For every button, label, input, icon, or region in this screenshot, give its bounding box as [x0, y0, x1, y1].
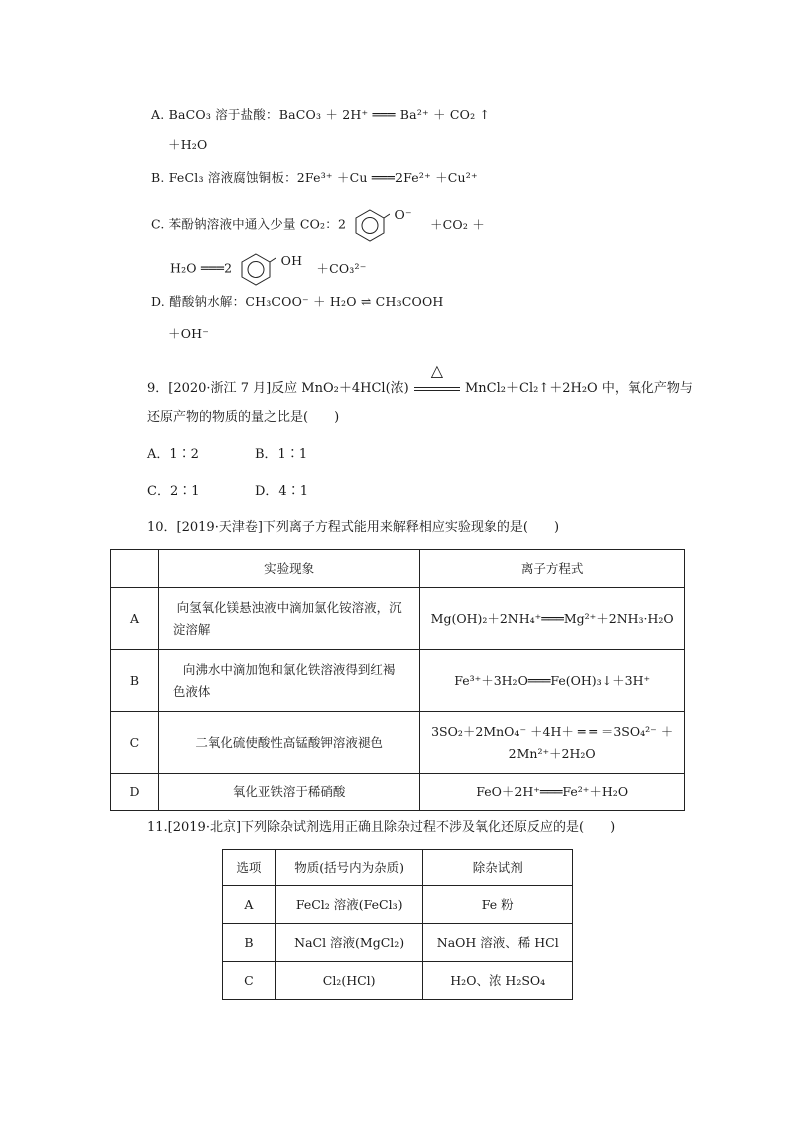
phenomenon-line: 向氢氧化镁悬浊液中滴加氯化铵溶液，沉	[176, 599, 402, 615]
phenomenon-cell	[158, 774, 419, 811]
q10-header-phenomenon: 实验现象	[158, 550, 419, 588]
q10-table-header-row	[111, 550, 685, 588]
phenomenon-line: 色液体	[172, 683, 211, 699]
equation-cell	[420, 712, 685, 774]
phenomenon-line: 氧化亚铁溶于稀硝酸	[232, 784, 346, 799]
q8-option-c-suffix: ＋CO₂ ＋	[429, 216, 485, 232]
equation-line: Fe³⁺＋3H₂O═══Fe(OH)₃↓＋3H⁺	[454, 672, 651, 688]
table-row	[223, 886, 573, 924]
q11-table	[222, 849, 573, 1000]
row-label: C	[223, 962, 276, 1000]
row-label: B	[223, 924, 276, 962]
table-row	[111, 774, 685, 811]
q11-header-option: 选项	[223, 850, 276, 886]
phenomenon-cell	[158, 712, 419, 774]
row-label: D	[111, 774, 159, 811]
q8-option-c-prefix: C. 苯酚钠溶液中通入少量 CO₂：2	[151, 216, 347, 232]
phenomenon-line: 二氧化硫使酸性高锰酸钾溶液褪色	[195, 734, 383, 750]
substance-cell: FeCl₂ 溶液(FeCl₃)	[275, 886, 423, 924]
row-label: C	[111, 712, 159, 774]
q8-option-c-phenoxide-group: O⁻	[394, 206, 412, 222]
reagent-cell: NaOH 溶液、稀 HCl	[423, 924, 573, 962]
equation-cell	[420, 650, 685, 712]
q8-option-b: B. FeCl₃ 溶液腐蚀铜板：2Fe³⁺ ＋Cu ═══2Fe²⁺ ＋Cu²⁺	[151, 170, 478, 185]
table-row	[223, 962, 573, 1000]
q10-table	[110, 549, 685, 811]
q9-option-d: D．4∶1	[255, 484, 308, 499]
q8-option-a-line1: A. BaCO₃ 溶于盐酸：BaCO₃ ＋ 2H⁺ ═══ Ba²⁺ ＋ CO₂ ↑	[151, 107, 491, 122]
row-label: A	[111, 588, 159, 650]
benzene-ring-icon	[350, 208, 390, 242]
q8-option-c2-phenol-group: OH	[280, 252, 303, 268]
phenomenon-cell	[158, 650, 419, 712]
q10-header-equation: 离子方程式	[420, 550, 685, 588]
q9-stem-line2: 还原产物的物质的量之比是( )	[147, 410, 340, 425]
q8-option-c-line1	[151, 208, 485, 242]
q9-stem-line1	[147, 361, 693, 396]
equation-cell	[420, 774, 685, 811]
q9-stem-part1: 9．[2020·浙江 7 月]反应 MnO₂＋4HCl(浓)	[147, 381, 409, 396]
q8-option-d-line1: D. 醋酸钠水解：CH₃COO⁻ ＋ H₂O ⇌ CH₃COOH	[151, 294, 444, 309]
substance-cell: Cl₂(HCl)	[275, 962, 423, 1000]
q9-heat-condition: △	[430, 361, 444, 380]
q11-header-reagent: 除杂试剂	[423, 850, 573, 886]
equation-line: Mg(OH)₂＋2NH₄⁺═══Mg²⁺＋2NH₃·H₂O	[430, 610, 674, 626]
row-label: B	[111, 650, 159, 712]
q8-option-d-line2: ＋OH⁻	[168, 326, 210, 341]
phenomenon-line: 淀溶解	[172, 621, 211, 637]
benzene-ring-icon	[236, 252, 276, 286]
q8-option-c2-suffix: ＋CO₃²⁻	[316, 260, 367, 276]
phenomenon-cell	[158, 588, 419, 650]
table-row	[111, 650, 685, 712]
q10-header-empty	[111, 550, 159, 588]
q11-table-header-row	[223, 850, 573, 886]
q8-option-c2-prefix: H₂O ═══2	[170, 260, 233, 276]
table-row	[223, 924, 573, 962]
reagent-cell: H₂O、浓 H₂SO₄	[423, 962, 573, 1000]
q9-stem-part2: MnCl₂＋Cl₂↑＋2H₂O 中，氧化产物与	[465, 381, 693, 396]
q8-option-c-line2	[170, 252, 367, 286]
q9-option-c: C．2∶1	[147, 484, 200, 499]
equation-line: 2Mn²⁺＋2H₂O	[508, 745, 596, 761]
equation-line: 3SO₂＋2MnO₄⁻ ＋4H＋ ═ ═ ＝3SO₄²⁻ ＋	[431, 723, 674, 739]
q11-stem: 11.[2019·北京]下列除杂试剂选用正确且除杂过程不涉及氧化还原反应的是( )	[147, 820, 616, 835]
table-row	[111, 588, 685, 650]
reagent-cell: Fe 粉	[423, 886, 573, 924]
equation-cell	[420, 588, 685, 650]
q11-header-substance: 物质(括号内为杂质)	[275, 850, 423, 886]
q9-option-b: B．1∶1	[255, 447, 308, 462]
q9-reaction-arrow	[413, 361, 461, 396]
phenomenon-line: 向沸水中滴加饱和氯化铁溶液得到红褐	[182, 661, 396, 677]
row-label: A	[223, 886, 276, 924]
table-row	[111, 712, 685, 774]
substance-cell: NaCl 溶液(MgCl₂)	[275, 924, 423, 962]
q9-option-a: A．1∶2	[147, 447, 199, 462]
equation-line: FeO＋2H⁺═══Fe²⁺＋H₂O	[476, 784, 629, 799]
q8-option-a-line2: ＋H₂O	[168, 137, 208, 152]
q10-stem: 10．[2019·天津卷]下列离子方程式能用来解释相应实验现象的是( )	[147, 520, 560, 535]
